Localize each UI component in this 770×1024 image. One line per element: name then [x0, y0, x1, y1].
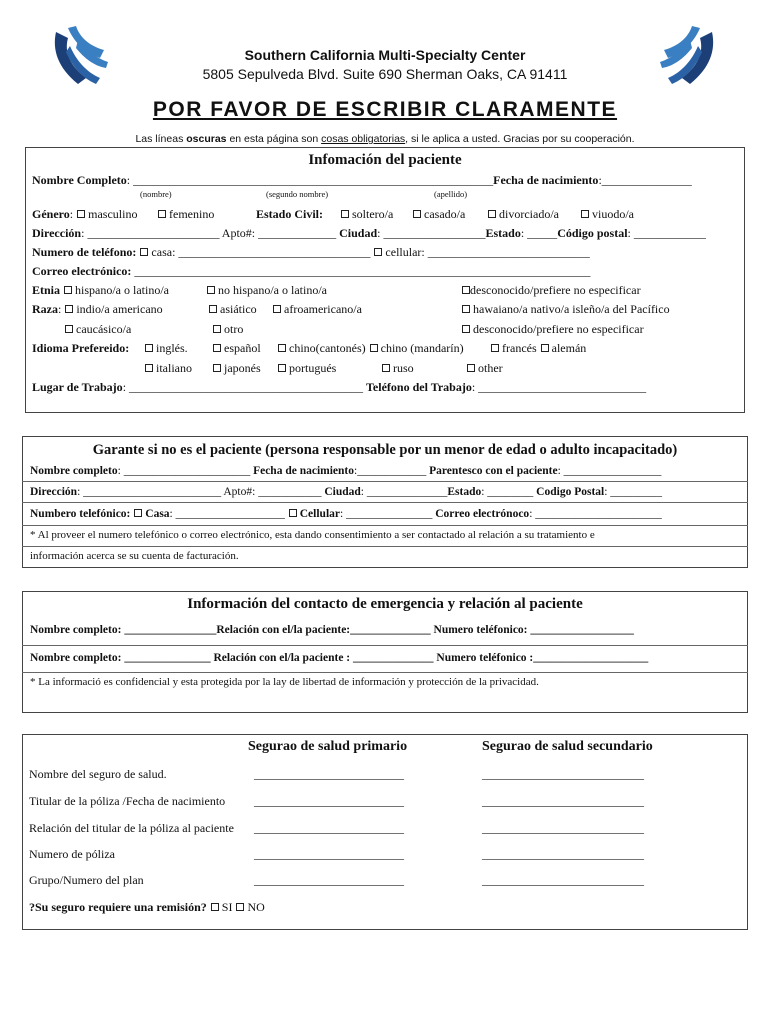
checkbox-asiatico[interactable]: [209, 305, 217, 313]
sub-last: (apellido): [434, 189, 468, 199]
emergency-section-title: Información del contacto de emergencia y relación al paciente: [187, 596, 583, 612]
guarantor-phone-line[interactable]: Numbero telefónico: Casa: ___________________ Cellular: _______________ Correo electrónoco: ______________________: [30, 508, 662, 520]
race-asian: asiático: [208, 302, 257, 317]
emergency-contact-2[interactable]: Nombre completo: _______________ Relación con el/la paciente : ______________ Numero teléfonico :____________________: [30, 652, 649, 664]
checkbox-eth-desconocido[interactable]: [462, 286, 470, 294]
org-address: 5805 Sepulveda Blvd. Suite 690 Sherman Oaks, CA 91411: [202, 66, 568, 82]
marital-label: Estado Civil:: [256, 207, 324, 221]
checkbox-aleman[interactable]: [541, 344, 549, 352]
lang-other: other: [466, 361, 503, 376]
insurance-secondary-field[interactable]: ___________________________: [482, 767, 644, 781]
guarantor-address-line[interactable]: Dirección: ________________________ Apto#: ___________ Ciudad: ______________Estado: ________ Codigo Postal: _________: [30, 486, 663, 498]
guarantor-consent: * Al proveer el numero telefónico o correo electrónico, esta dando consentimiento a ser contactado al relación a su tratamiento e: [30, 529, 595, 541]
lang-italian: italiano: [144, 361, 192, 376]
insurance-primary-field[interactable]: _________________________: [254, 821, 404, 835]
checkbox-portugues[interactable]: [278, 364, 286, 372]
lang-french: francés alemán: [490, 341, 586, 356]
checkbox-mandarin[interactable]: [370, 344, 378, 352]
checkbox-frances[interactable]: [491, 344, 499, 352]
checkbox-cantones[interactable]: [278, 344, 286, 352]
checkbox-g-casa[interactable]: [134, 509, 142, 517]
race-hawaiian: hawaiano/a nativo/a isleño/a del Pacífico: [461, 302, 670, 317]
divider: [22, 672, 748, 673]
secondary-insurance-heading: Segurao de salud secundario: [482, 739, 653, 754]
checkbox-divorciado[interactable]: [488, 210, 496, 218]
ethnicity-label: Etnia hispano/a o latino/a: [32, 283, 169, 297]
lang-english: inglés.: [144, 341, 188, 356]
checkbox-japones[interactable]: [213, 364, 221, 372]
checkbox-hispano[interactable]: [64, 286, 72, 294]
referral-question: ?Su seguro requiere una remisión? SI NO: [29, 900, 265, 914]
divider: [22, 502, 748, 503]
divider: [22, 546, 748, 547]
race-unknown: desconocido/prefiere no especificar: [461, 322, 644, 337]
checkbox-afroamericano[interactable]: [273, 305, 281, 313]
insurance-secondary-field[interactable]: ___________________________: [482, 821, 644, 835]
org-name: Southern California Multi-Specialty Center: [244, 47, 526, 63]
insurance-secondary-field[interactable]: ___________________________: [482, 847, 644, 861]
gender-field: Género: masculino: [32, 207, 138, 221]
checkbox-masculino[interactable]: [77, 210, 85, 218]
insurance-primary-field[interactable]: _________________________: [254, 873, 404, 887]
sub-first: (nombre): [140, 189, 172, 199]
checkbox-casado[interactable]: [413, 210, 421, 218]
lang-japanese: japonés: [212, 361, 261, 376]
instructions-note: Las líneas oscuras en esta página son cosas obligatorias, si le aplica a usted. Gracias por su cooperación.: [135, 133, 635, 145]
divider: [22, 481, 748, 482]
guarantor-consent-2: información acerca se su cuenta de facturación.: [30, 550, 239, 562]
patient-phone-line[interactable]: Numero de teléfono: casa: ________________________________ cellular: ___________________________: [32, 245, 590, 259]
checkbox-hawaiano[interactable]: [462, 305, 470, 313]
race-label: Raza: indio/a americano: [32, 302, 163, 316]
checkbox-no-hispano[interactable]: [207, 286, 215, 294]
page-title: POR FAVOR DE ESCRIBIR CLARAMENTE: [152, 98, 618, 121]
checkbox-cellular[interactable]: [374, 248, 382, 256]
checkbox-casa[interactable]: [140, 248, 148, 256]
patient-address-line[interactable]: Dirección: ______________________ Apto#: _____________ Ciudad: _________________Estado: _____Código postal: ____________: [32, 226, 706, 240]
divider: [22, 525, 748, 526]
checkbox-soltero[interactable]: [341, 210, 349, 218]
patient-section-title: Infomación del paciente: [308, 152, 462, 168]
primary-insurance-heading: Segurao de salud primario: [248, 739, 408, 754]
checkbox-femenino[interactable]: [158, 210, 166, 218]
insurance-row-label: Titular de la póliza /Fecha de nacimiento: [29, 794, 226, 808]
eth-unknown: desconocido/prefiere no especificar: [461, 283, 641, 298]
checkbox-indio[interactable]: [65, 305, 73, 313]
divider: [22, 645, 748, 646]
insurance-row-label: Nombre del seguro de salud.: [29, 767, 167, 781]
checkbox-ruso[interactable]: [382, 364, 390, 372]
checkbox-italiano[interactable]: [145, 364, 153, 372]
insurance-primary-field[interactable]: _________________________: [254, 847, 404, 861]
race-african: afroamericano/a: [272, 302, 362, 317]
marital-single: soltero/a: [340, 207, 393, 222]
patient-name-line[interactable]: Nombre Completo: ____________________________________________________________Fecha de nacimiento:_______________: [32, 173, 692, 187]
workplace-line[interactable]: Lugar de Trabajo: _______________________________________ Teléfono del Trabajo: ____________________________: [32, 380, 647, 394]
checkbox-no[interactable]: [236, 903, 244, 911]
insurance-primary-field[interactable]: _________________________: [254, 767, 404, 781]
checkbox-si[interactable]: [211, 903, 219, 911]
guarantor-section-title: Garante si no es el paciente (persona responsable por un menor de edad o adulto incapacitado): [92, 442, 678, 458]
lang-spanish: español: [212, 341, 261, 356]
checkbox-caucasico[interactable]: [65, 325, 73, 333]
insurance-primary-field[interactable]: _________________________: [254, 794, 404, 808]
privacy-note: * La informació es confidencial y esta protegida por la lay de libertad de información y protección de la privacidad.: [30, 676, 539, 688]
checkbox-ingles[interactable]: [145, 344, 153, 352]
insurance-row-label: Numero de póliza: [29, 847, 115, 861]
checkbox-otro[interactable]: [213, 325, 221, 333]
insurance-secondary-field[interactable]: ___________________________: [482, 873, 644, 887]
eth-non-hispanic: no hispano/a o latino/a: [206, 283, 327, 298]
marital-married: casado/a: [412, 207, 465, 222]
lang-portuguese: portugués: [277, 361, 336, 376]
language-label: Idioma Prefereido:: [32, 341, 130, 355]
gender-female: femenino: [157, 207, 214, 222]
marital-divorced: divorciado/a: [487, 207, 559, 222]
lang-chinese: chino(cantonés) chino (mandarín): [277, 341, 464, 356]
marital-widowed: viuodo/a: [580, 207, 634, 222]
patient-email-line[interactable]: Correo electrónico: ____________________________________________________________________________: [32, 264, 591, 278]
insurance-secondary-field[interactable]: ___________________________: [482, 794, 644, 808]
checkbox-raza-desconocido[interactable]: [462, 325, 470, 333]
insurance-row-label: Grupo/Numero del plan: [29, 873, 144, 887]
checkbox-viuodo[interactable]: [581, 210, 589, 218]
checkbox-other[interactable]: [467, 364, 475, 372]
emergency-contact-1[interactable]: Nombre completo: ________________Relación con el/la paciente:______________ Numero teléfonico: __________________: [30, 624, 634, 636]
insurance-row-label: Relación del titular de la póliza al paciente: [29, 821, 234, 835]
guarantor-name-line[interactable]: Nombre completo: ______________________ Fecha de nacimiento:____________ Parentesco con el paciente: _________________: [30, 465, 662, 477]
sub-middle: (segundo nombre): [266, 189, 329, 199]
lang-russian: ruso: [381, 361, 414, 376]
race-white: caucásico/a: [64, 322, 131, 337]
checkbox-espanol[interactable]: [213, 344, 221, 352]
race-other: otro: [212, 322, 243, 337]
checkbox-g-cellular[interactable]: [289, 509, 297, 517]
